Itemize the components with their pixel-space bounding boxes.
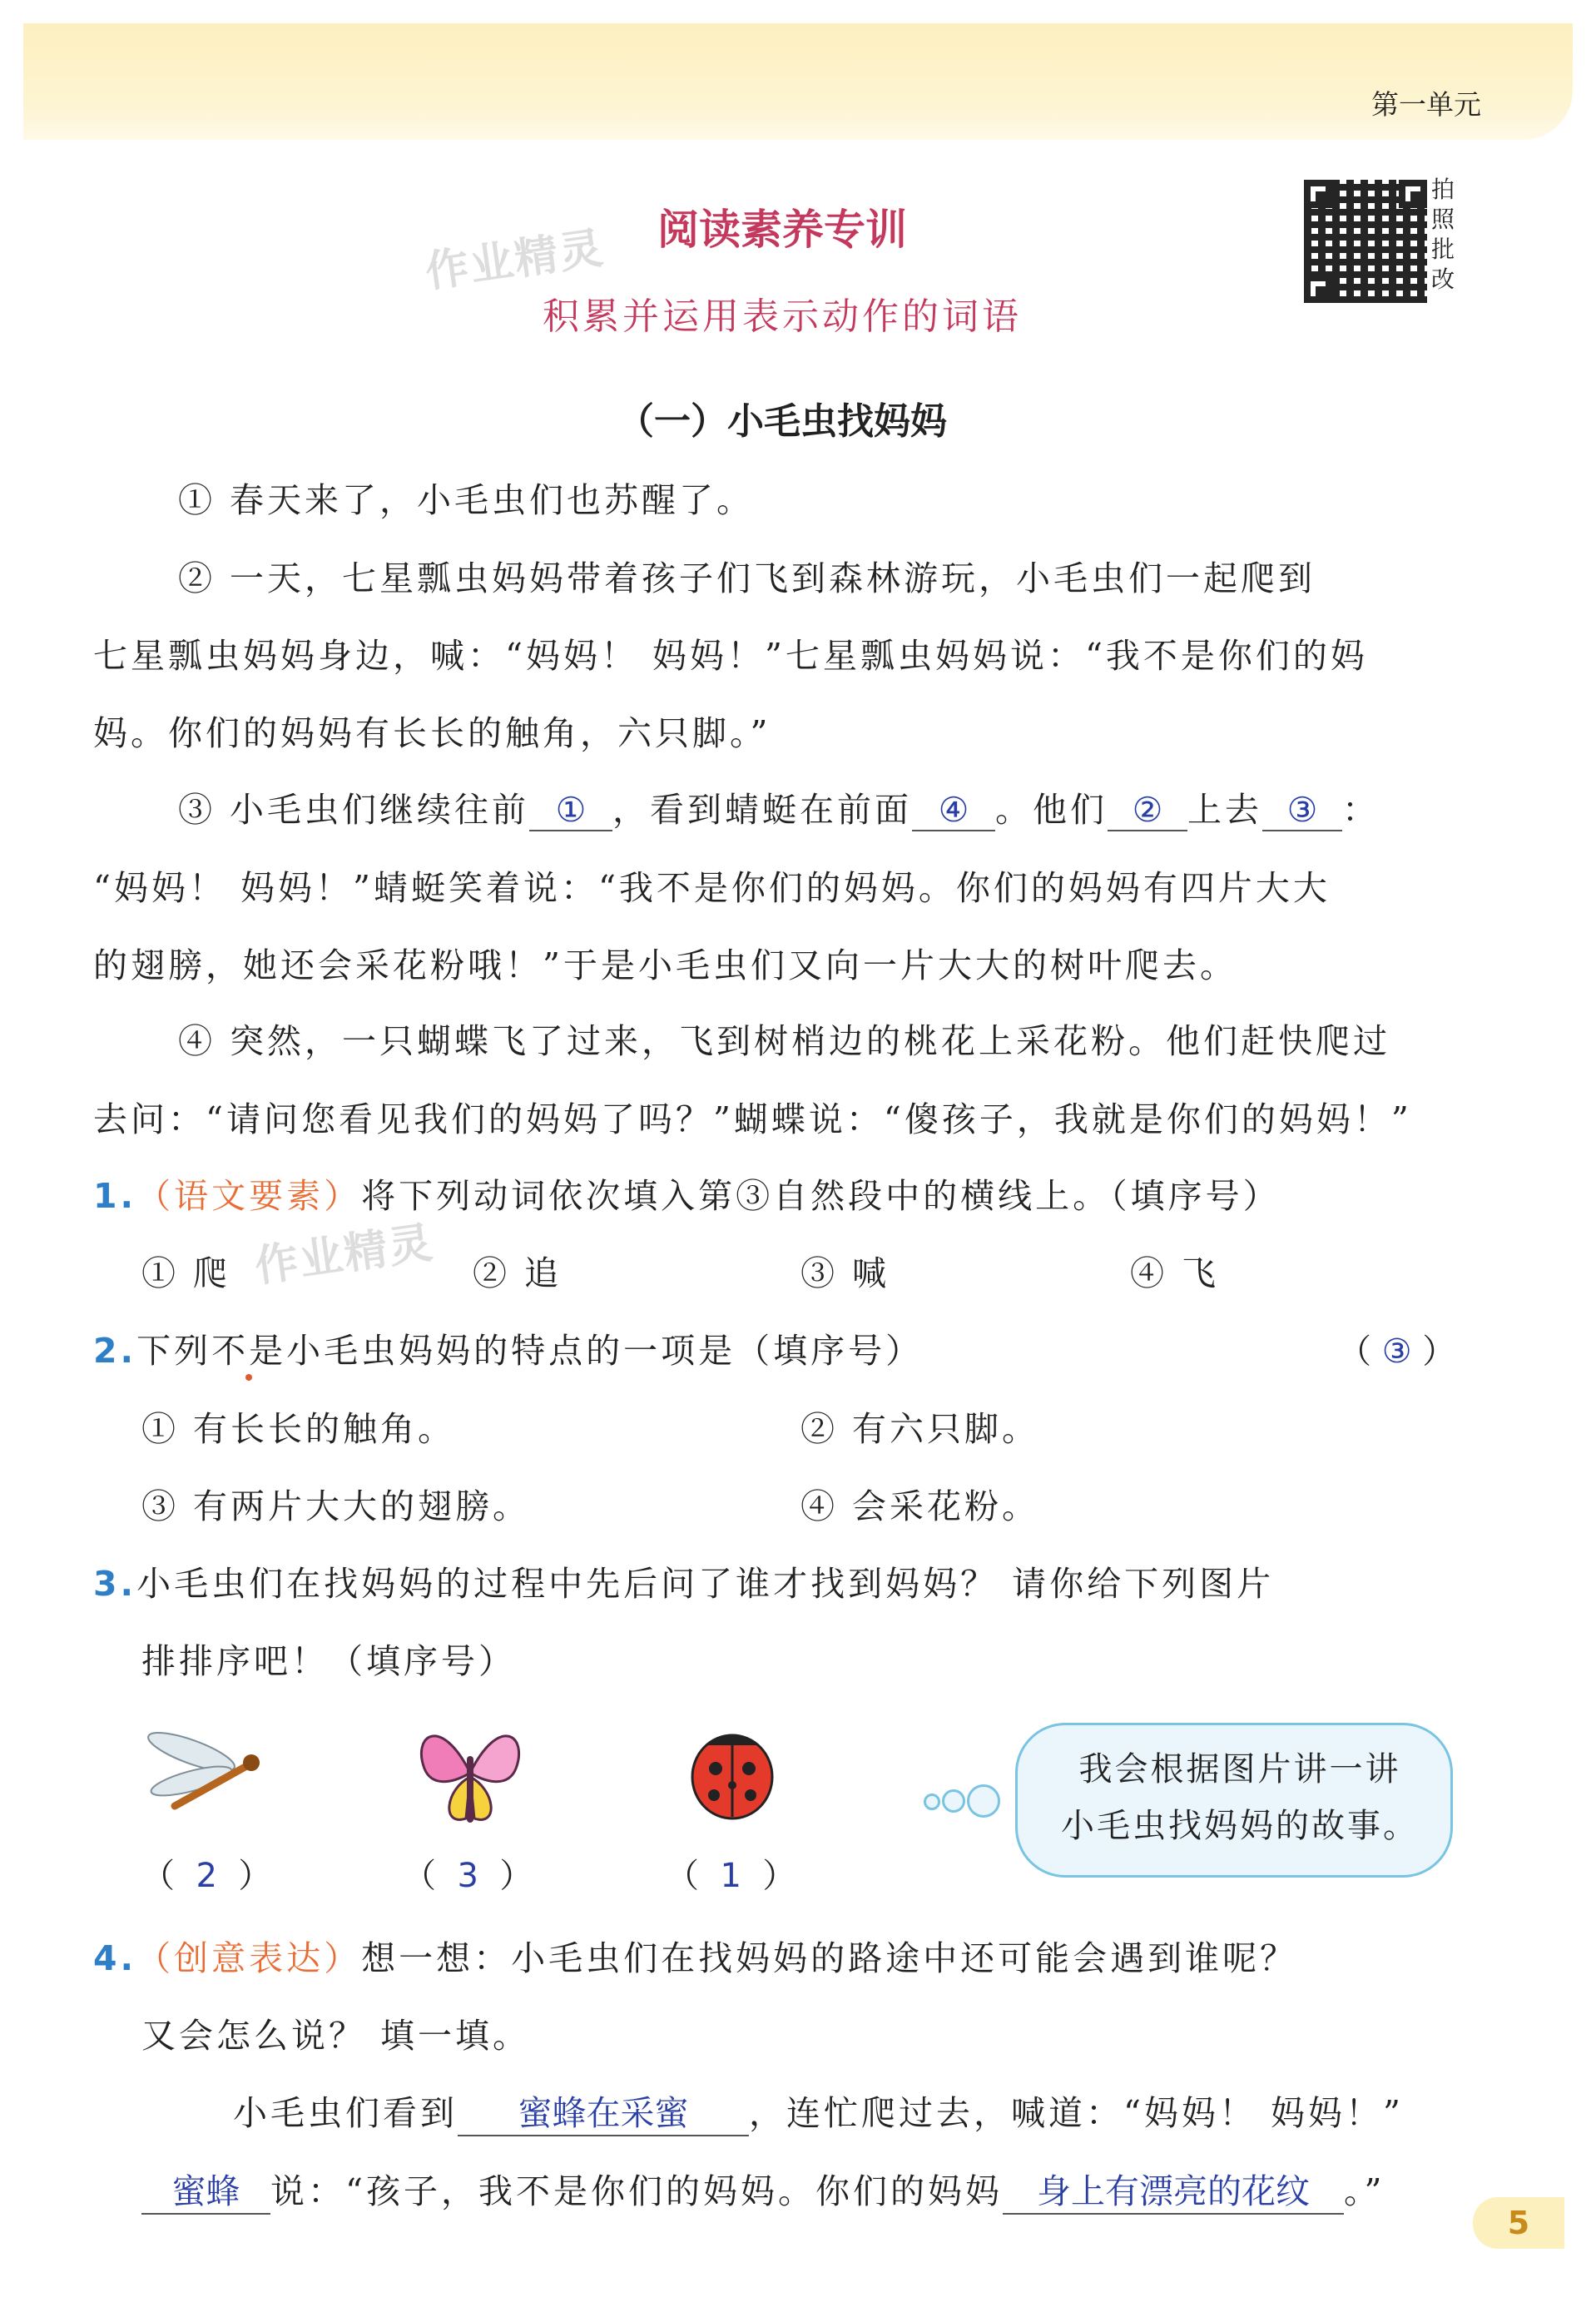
thought-dot — [924, 1794, 940, 1810]
q1-option: ③ 喊 — [800, 1253, 890, 1293]
fill-text-b: ，连忙爬过去，喊道：“妈妈！ 妈妈！” — [749, 2093, 1404, 2133]
paragraph-2-line-3: 妈。你们的妈妈有长长的触角，六只脚。” — [93, 713, 771, 753]
paragraph-4-line-1: ④ 突然，一只蝴蝶飞了过来，飞到树梢边的桃花上采花粉。他们赶快爬过 — [178, 1021, 1391, 1061]
question-4-line-2: 又会怎么说？ 填一填。 — [141, 2016, 531, 2056]
p3-text-a: ③ 小毛虫们继续往前 — [178, 790, 530, 830]
bubble-line-2: 小毛虫找妈妈的故事。 — [1061, 1807, 1419, 1845]
page-number: 5 — [1473, 2197, 1564, 2249]
thought-dot — [967, 1784, 1000, 1818]
question-number: 1. — [93, 1176, 137, 1216]
answer-blank[interactable]: 身上有漂亮的花纹 — [1003, 2164, 1344, 2215]
q2-option: ② 有六只脚。 — [800, 1409, 1040, 1449]
answer-blank[interactable]: ④ — [912, 790, 995, 831]
paragraph-4-line-2: 去问：“请问您看见我们的妈妈了吗？”蝴蝶说：“傻孩子，我就是你们的妈妈！” — [93, 1099, 1412, 1139]
page-title: 阅读素养专训 — [657, 206, 907, 254]
question-number: 3. — [93, 1564, 137, 1604]
ladybug-icon — [674, 1719, 791, 1827]
question-text: 小毛虫们在找妈妈的过程中先后问了谁才找到妈妈？ 请你给下列图片 — [136, 1564, 1275, 1604]
p3-text-c: 。他们 — [995, 790, 1108, 830]
paragraph-2-line-1: ② 一天，七星瓢虫妈妈带着孩子们飞到森林游玩，小毛虫们一起爬到 — [178, 558, 1316, 598]
q2-answer-paren[interactable]: （ ③ ） — [1338, 1332, 1456, 1371]
question-2 — [93, 1323, 923, 1372]
question-3-line-2: 排排序吧！（填序号） — [141, 1641, 516, 1681]
picture-answer: 3 — [457, 1857, 478, 1895]
watermark: 作业精灵 — [251, 1218, 437, 1292]
question-tag: （语文要素） — [136, 1176, 362, 1216]
p3-text-d: 上去 — [1187, 790, 1263, 830]
picture-answer-paren[interactable]: （ 2 ） — [141, 1857, 272, 1895]
question-3 — [93, 1556, 1274, 1605]
page-subtitle: 积累并运用表示动作的词语 — [543, 295, 1022, 338]
picture-answer: 2 — [196, 1857, 217, 1895]
q1-option: ① 爬 — [141, 1253, 231, 1293]
qr-caption: 拍照批改 — [1431, 176, 1455, 293]
picture-answer-paren[interactable]: （ 1 ） — [666, 1857, 796, 1895]
q2-option: ③ 有两片大大的翅膀。 — [141, 1486, 531, 1526]
picture-answer-paren[interactable]: （ 3 ） — [403, 1857, 533, 1895]
question-4 — [93, 1931, 1297, 1980]
fill-text-d: 。” — [1343, 2171, 1385, 2211]
answer-blank[interactable]: ③ — [1262, 790, 1342, 831]
question-text: 将下列动词依次填入第③自然段中的横线上。（填序号） — [361, 1176, 1281, 1216]
dragonfly-icon — [141, 1714, 275, 1831]
watermark: 作业精灵 — [422, 223, 607, 298]
butterfly-icon — [408, 1710, 533, 1835]
question-number: 2. — [93, 1331, 137, 1371]
unit-label: 第一单元 — [1371, 88, 1481, 121]
question-text: 想一想：小毛虫们在找妈妈的路途中还可能会遇到谁呢？ — [361, 1938, 1298, 1978]
thought-bubble-text — [1048, 1741, 1431, 1854]
answer-blank[interactable]: ② — [1108, 790, 1187, 831]
question-tag: （创意表达） — [136, 1938, 362, 1978]
q2-option: ① 有长长的触角。 — [141, 1409, 456, 1449]
fill-text-a: 小毛虫们看到 — [233, 2093, 458, 2133]
thought-dot — [942, 1789, 965, 1813]
q1-option: ② 追 — [473, 1253, 563, 1293]
bubble-line-1: 我会根据图片讲一讲 — [1078, 1750, 1401, 1789]
emphasis-text: 不是 — [211, 1331, 287, 1371]
answer-blank[interactable]: 蜜蜂 — [141, 2164, 270, 2215]
paragraph-1: ① 春天来了，小毛虫们也苏醒了。 — [178, 480, 755, 520]
answer-blank[interactable]: ① — [529, 790, 612, 831]
paragraph-3-line-2: “妈妈！ 妈妈！”蜻蜓笑着说：“我不是你们的妈妈。你们的妈妈有四片大大 — [93, 868, 1331, 908]
q1-option: ④ 飞 — [1130, 1253, 1220, 1293]
paragraph-3-line-3: 的翅膀，她还会采花粉哦！”于是小毛虫们又向一片大大的树叶爬去。 — [93, 945, 1237, 985]
question-text-a: 下列 — [136, 1331, 212, 1371]
p3-text-e: ： — [1342, 790, 1380, 830]
q2-option: ④ 会采花粉。 — [800, 1486, 1040, 1526]
fill-text-c: 说：“孩子，我不是你们的妈妈。你们的妈妈 — [270, 2171, 1003, 2211]
fill-line-2 — [141, 2164, 1385, 2215]
paragraph-3-line-1 — [178, 782, 1380, 831]
q2-answer: ③ — [1381, 1332, 1412, 1371]
story-title: （一）小毛虫找妈妈 — [617, 400, 947, 443]
answer-blank[interactable]: 蜜蜂在采蜜 — [458, 2086, 749, 2136]
question-1 — [93, 1168, 1281, 1218]
question-text-c: 小毛虫妈妈的特点的一项是（填序号） — [286, 1331, 924, 1371]
fill-line-1 — [233, 2086, 1404, 2136]
question-number: 4. — [93, 1938, 137, 1978]
paragraph-2-line-2: 七星瓢虫妈妈身边，喊：“妈妈！ 妈妈！”七星瓢虫妈妈说：“我不是你们的妈 — [93, 636, 1368, 676]
header-band — [23, 23, 1573, 140]
qr-code-icon[interactable] — [1301, 176, 1430, 306]
picture-answer: 1 — [720, 1857, 741, 1895]
p3-text-b: ，看到蜻蜓在前面 — [612, 790, 913, 830]
